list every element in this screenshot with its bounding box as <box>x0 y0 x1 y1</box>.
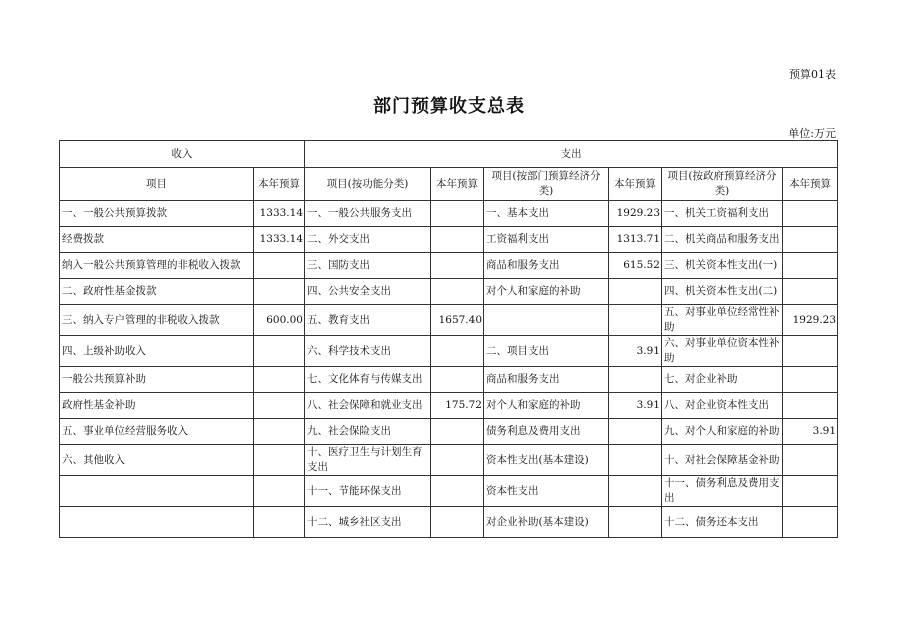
income-budget <box>254 367 305 393</box>
col-budget-header: 本年预算 <box>431 168 484 201</box>
table-row <box>60 227 838 253</box>
income-item: 一、一般公共预算拨款 <box>60 201 254 227</box>
dept-econ-budget: 3.91 <box>609 393 662 419</box>
dept-econ-item: 商品和服务支出 <box>484 367 609 393</box>
func-budget <box>431 253 484 279</box>
col-func-header: 项目(按功能分类) <box>305 168 431 201</box>
gov-econ-item: 七、对企业补助 <box>662 367 783 393</box>
table-row <box>60 367 838 393</box>
income-item: 政府性基金补助 <box>60 393 254 419</box>
header-row-group <box>60 141 838 168</box>
table-row <box>60 476 838 507</box>
func-budget <box>431 227 484 253</box>
table-row <box>60 253 838 279</box>
income-item: 一般公共预算补助 <box>60 367 254 393</box>
income-budget <box>254 445 305 476</box>
func-budget: 1657.40 <box>431 305 484 336</box>
dept-econ-budget <box>609 367 662 393</box>
table-row <box>60 336 838 367</box>
dept-econ-budget <box>609 305 662 336</box>
gov-econ-item: 十一、债务利息及费用支出 <box>662 476 783 507</box>
dept-econ-item: 对个人和家庭的补助 <box>484 393 609 419</box>
header-row-columns <box>60 168 838 201</box>
form-number: 预算01表 <box>789 68 836 81</box>
gov-econ-item: 五、对事业单位经常性补助 <box>662 305 783 336</box>
func-budget <box>431 419 484 445</box>
gov-econ-item: 六、对事业单位资本性补助 <box>662 336 783 367</box>
dept-econ-item: 工资福利支出 <box>484 227 609 253</box>
dept-econ-budget <box>609 476 662 507</box>
dept-econ-budget <box>609 507 662 538</box>
income-item: 三、纳入专户管理的非税收入拨款 <box>60 305 254 336</box>
dept-econ-budget: 1313.71 <box>609 227 662 253</box>
gov-econ-item: 十二、债务还本支出 <box>662 507 783 538</box>
dept-econ-item: 资本性支出(基本建设) <box>484 445 609 476</box>
income-item: 经费拨款 <box>60 227 254 253</box>
dept-econ-budget <box>609 419 662 445</box>
gov-econ-budget <box>783 445 838 476</box>
income-budget <box>254 507 305 538</box>
page-title: 部门预算收支总表 <box>373 96 525 117</box>
dept-econ-budget <box>609 279 662 305</box>
col-gov-econ-header: 项目(按政府预算经济分类) <box>662 168 783 201</box>
col-budget-header: 本年预算 <box>254 168 305 201</box>
func-item: 三、国防支出 <box>305 253 431 279</box>
func-budget <box>431 336 484 367</box>
func-item: 八、社会保障和就业支出 <box>305 393 431 419</box>
func-budget: 175.72 <box>431 393 484 419</box>
func-item: 十、医疗卫生与计划生育支出 <box>305 445 431 476</box>
table-row <box>60 279 838 305</box>
gov-econ-budget <box>783 279 838 305</box>
income-item <box>60 476 254 507</box>
func-budget <box>431 367 484 393</box>
gov-econ-item: 二、机关商品和服务支出 <box>662 227 783 253</box>
col-item-header: 项目 <box>60 168 254 201</box>
func-budget <box>431 476 484 507</box>
dept-econ-budget <box>609 445 662 476</box>
income-budget: 1333.14 <box>254 227 305 253</box>
gov-econ-budget <box>783 507 838 538</box>
gov-econ-item: 九、对个人和家庭的补助 <box>662 419 783 445</box>
func-budget <box>431 279 484 305</box>
gov-econ-item: 一、机关工资福利支出 <box>662 201 783 227</box>
unit-label: 单位:万元 <box>788 127 836 140</box>
table-row <box>60 445 838 476</box>
func-item: 九、社会保险支出 <box>305 419 431 445</box>
income-header: 收入 <box>60 141 305 168</box>
income-item: 五、事业单位经营服务收入 <box>60 419 254 445</box>
col-budget-header: 本年预算 <box>609 168 662 201</box>
func-item: 七、文化体育与传媒支出 <box>305 367 431 393</box>
table-row <box>60 393 838 419</box>
table-row <box>60 305 838 336</box>
income-budget <box>254 419 305 445</box>
func-item: 十一、节能环保支出 <box>305 476 431 507</box>
func-item: 一、一般公共服务支出 <box>305 201 431 227</box>
income-budget: 600.00 <box>254 305 305 336</box>
dept-econ-item: 二、项目支出 <box>484 336 609 367</box>
gov-econ-budget <box>783 201 838 227</box>
dept-econ-budget: 615.52 <box>609 253 662 279</box>
income-budget <box>254 279 305 305</box>
gov-econ-budget <box>783 476 838 507</box>
gov-econ-budget <box>783 367 838 393</box>
income-item: 四、上级补助收入 <box>60 336 254 367</box>
table-row <box>60 507 838 538</box>
dept-econ-item: 对个人和家庭的补助 <box>484 279 609 305</box>
table-row <box>60 419 838 445</box>
dept-econ-item: 债务利息及费用支出 <box>484 419 609 445</box>
gov-econ-item: 三、机关资本性支出(一) <box>662 253 783 279</box>
dept-econ-budget: 3.91 <box>609 336 662 367</box>
table-row <box>60 201 838 227</box>
func-budget <box>431 445 484 476</box>
gov-econ-budget <box>783 253 838 279</box>
func-budget <box>431 507 484 538</box>
income-item <box>60 507 254 538</box>
income-budget <box>254 253 305 279</box>
gov-econ-budget: 3.91 <box>783 419 838 445</box>
col-dept-econ-header: 项目(按部门预算经济分类) <box>484 168 609 201</box>
gov-econ-item: 四、机关资本性支出(二) <box>662 279 783 305</box>
dept-econ-item: 商品和服务支出 <box>484 253 609 279</box>
gov-econ-budget <box>783 393 838 419</box>
dept-econ-budget: 1929.23 <box>609 201 662 227</box>
func-budget <box>431 201 484 227</box>
func-item: 五、教育支出 <box>305 305 431 336</box>
func-item: 二、外交支出 <box>305 227 431 253</box>
dept-econ-item <box>484 305 609 336</box>
gov-econ-budget: 1929.23 <box>783 305 838 336</box>
func-item: 四、公共安全支出 <box>305 279 431 305</box>
gov-econ-item: 八、对企业资本性支出 <box>662 393 783 419</box>
dept-econ-item: 对企业补助(基本建设) <box>484 507 609 538</box>
income-budget <box>254 336 305 367</box>
expense-header: 支出 <box>305 141 838 168</box>
income-budget: 1333.14 <box>254 201 305 227</box>
income-item: 纳入一般公共预算管理的非税收入拨款 <box>60 253 254 279</box>
gov-econ-budget <box>783 227 838 253</box>
income-budget <box>254 393 305 419</box>
budget-table <box>59 140 838 538</box>
col-budget-header: 本年预算 <box>783 168 838 201</box>
income-item: 二、政府性基金拨款 <box>60 279 254 305</box>
income-item: 六、其他收入 <box>60 445 254 476</box>
gov-econ-budget <box>783 336 838 367</box>
dept-econ-item: 资本性支出 <box>484 476 609 507</box>
income-budget <box>254 476 305 507</box>
func-item: 十二、城乡社区支出 <box>305 507 431 538</box>
dept-econ-item: 一、基本支出 <box>484 201 609 227</box>
func-item: 六、科学技术支出 <box>305 336 431 367</box>
gov-econ-item: 十、对社会保障基金补助 <box>662 445 783 476</box>
